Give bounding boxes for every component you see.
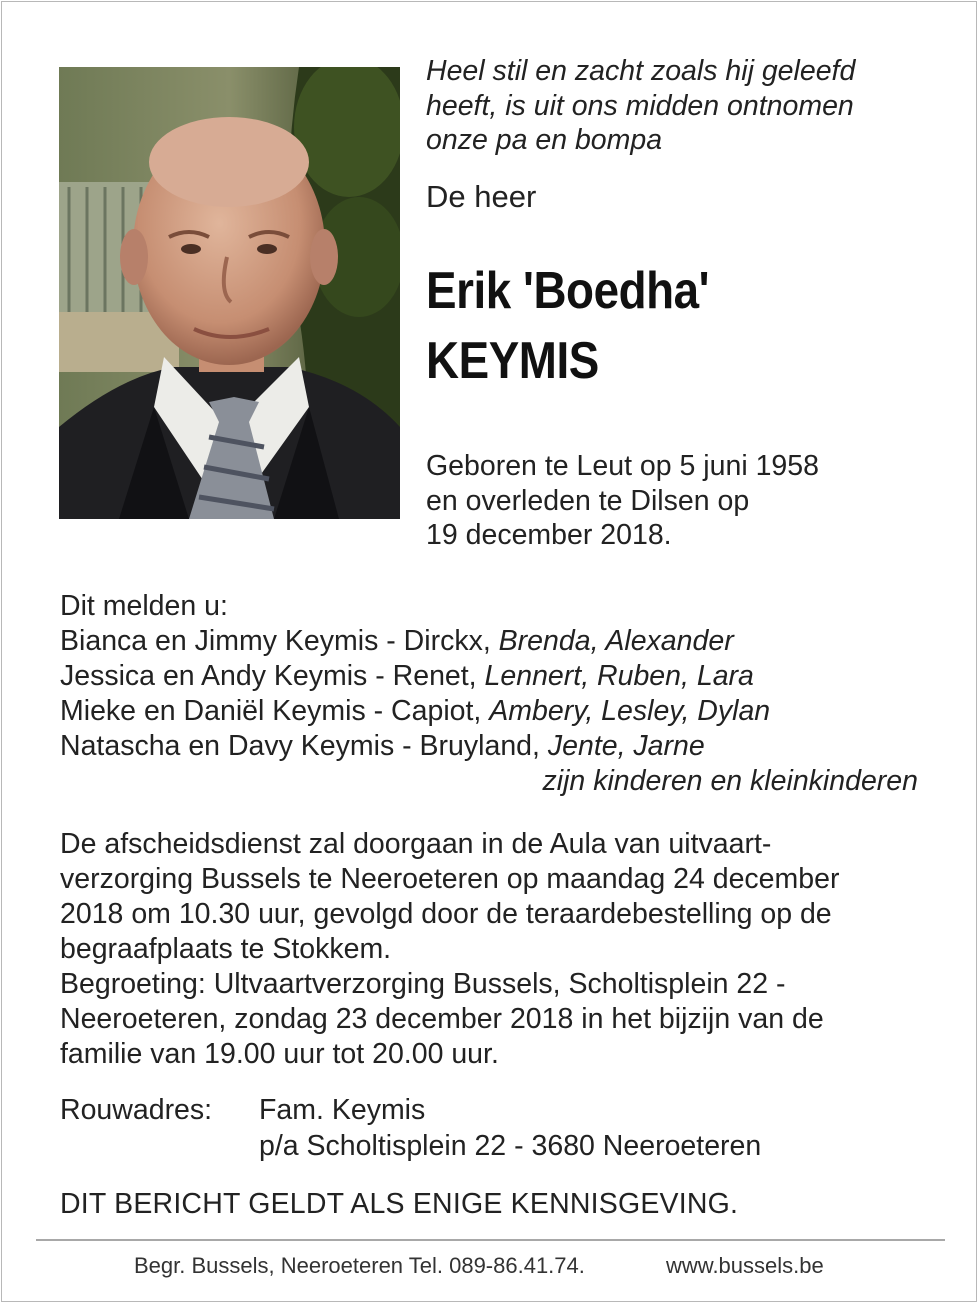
verse-line: Heel stil en zacht zoals hij geleefd	[426, 55, 856, 87]
dates-line: 19 december 2018.	[426, 519, 672, 551]
family-parents: Jessica en Andy Keymis - Renet,	[60, 660, 477, 692]
first-name: Erik 'Boedha'	[426, 262, 710, 320]
address-line: p/a Scholtisplein 22 - 3680 Neeroeteren	[259, 1130, 762, 1162]
relation-label: zijn kinderen en kleinkinderen	[542, 765, 918, 797]
address-line: Fam. Keymis	[259, 1094, 426, 1126]
verse-line: onze pa en bompa	[426, 124, 663, 156]
last-name: KEYMIS	[426, 332, 599, 390]
family-parents: Natascha en Davy Keymis - Bruyland,	[60, 730, 540, 762]
family-line	[60, 624, 940, 659]
footer-contact: Begr. Bussels, Neeroeteren Tel. 089-86.41.74.	[134, 1253, 585, 1278]
family-parents: Mieke en Daniël Keymis - Capiot,	[60, 695, 482, 727]
dates-line: en overleden te Dilsen op	[426, 484, 750, 517]
family-children: Jente, Jarne	[547, 730, 705, 762]
family-children: Brenda, Alexander	[498, 625, 734, 657]
honorific: De heer	[426, 179, 537, 214]
service-line: Neeroeteren, zondag 23 december 2018 in het bijzijn van de	[60, 1003, 824, 1035]
family-line	[60, 729, 940, 764]
service-line: familie van 19.00 uur tot 20.00 uur.	[60, 1038, 499, 1070]
divider	[36, 1239, 945, 1241]
deceased-name	[426, 256, 709, 396]
birth-death-dates	[426, 449, 946, 553]
footer-website[interactable]: www.bussels.be	[666, 1253, 824, 1278]
family-children: Lennert, Ruben, Lara	[484, 660, 754, 692]
address-label: Rouwadres:	[60, 1094, 213, 1126]
service-line: 2018 om 10.30 uur, gevolgd door de teraardebestelling op de	[60, 898, 832, 930]
address-lines	[259, 1092, 761, 1164]
service-line: De afscheidsdienst zal doorgaan in de Aula van uitvaart-	[60, 828, 772, 860]
family-parents: Bianca en Jimmy Keymis - Dirckx,	[60, 625, 491, 657]
service-line: begraafplaats te Stokkem.	[60, 933, 392, 965]
verse	[426, 54, 946, 158]
portrait-photo	[59, 67, 400, 519]
family-line	[60, 659, 940, 694]
family-children: Ambery, Lesley, Dylan	[489, 695, 771, 727]
service-line: Begroeting: Ultvaartverzorging Bussels, Scholtisplein 22 -	[60, 968, 786, 1000]
dates-line: Geboren te Leut op 5 juni 1958	[426, 450, 819, 482]
announce-intro: Dit melden u:	[60, 590, 228, 622]
verse-line: heeft, is uit ons midden ontnomen	[426, 89, 854, 122]
service-line: verzorging Bussels te Neeroeteren op maandag 24 december	[60, 863, 840, 895]
notice: DIT BERICHT GELDT ALS ENIGE KENNISGEVING.	[60, 1188, 739, 1220]
announcers	[60, 589, 940, 799]
family-line	[60, 694, 940, 729]
service-details	[60, 827, 940, 1072]
